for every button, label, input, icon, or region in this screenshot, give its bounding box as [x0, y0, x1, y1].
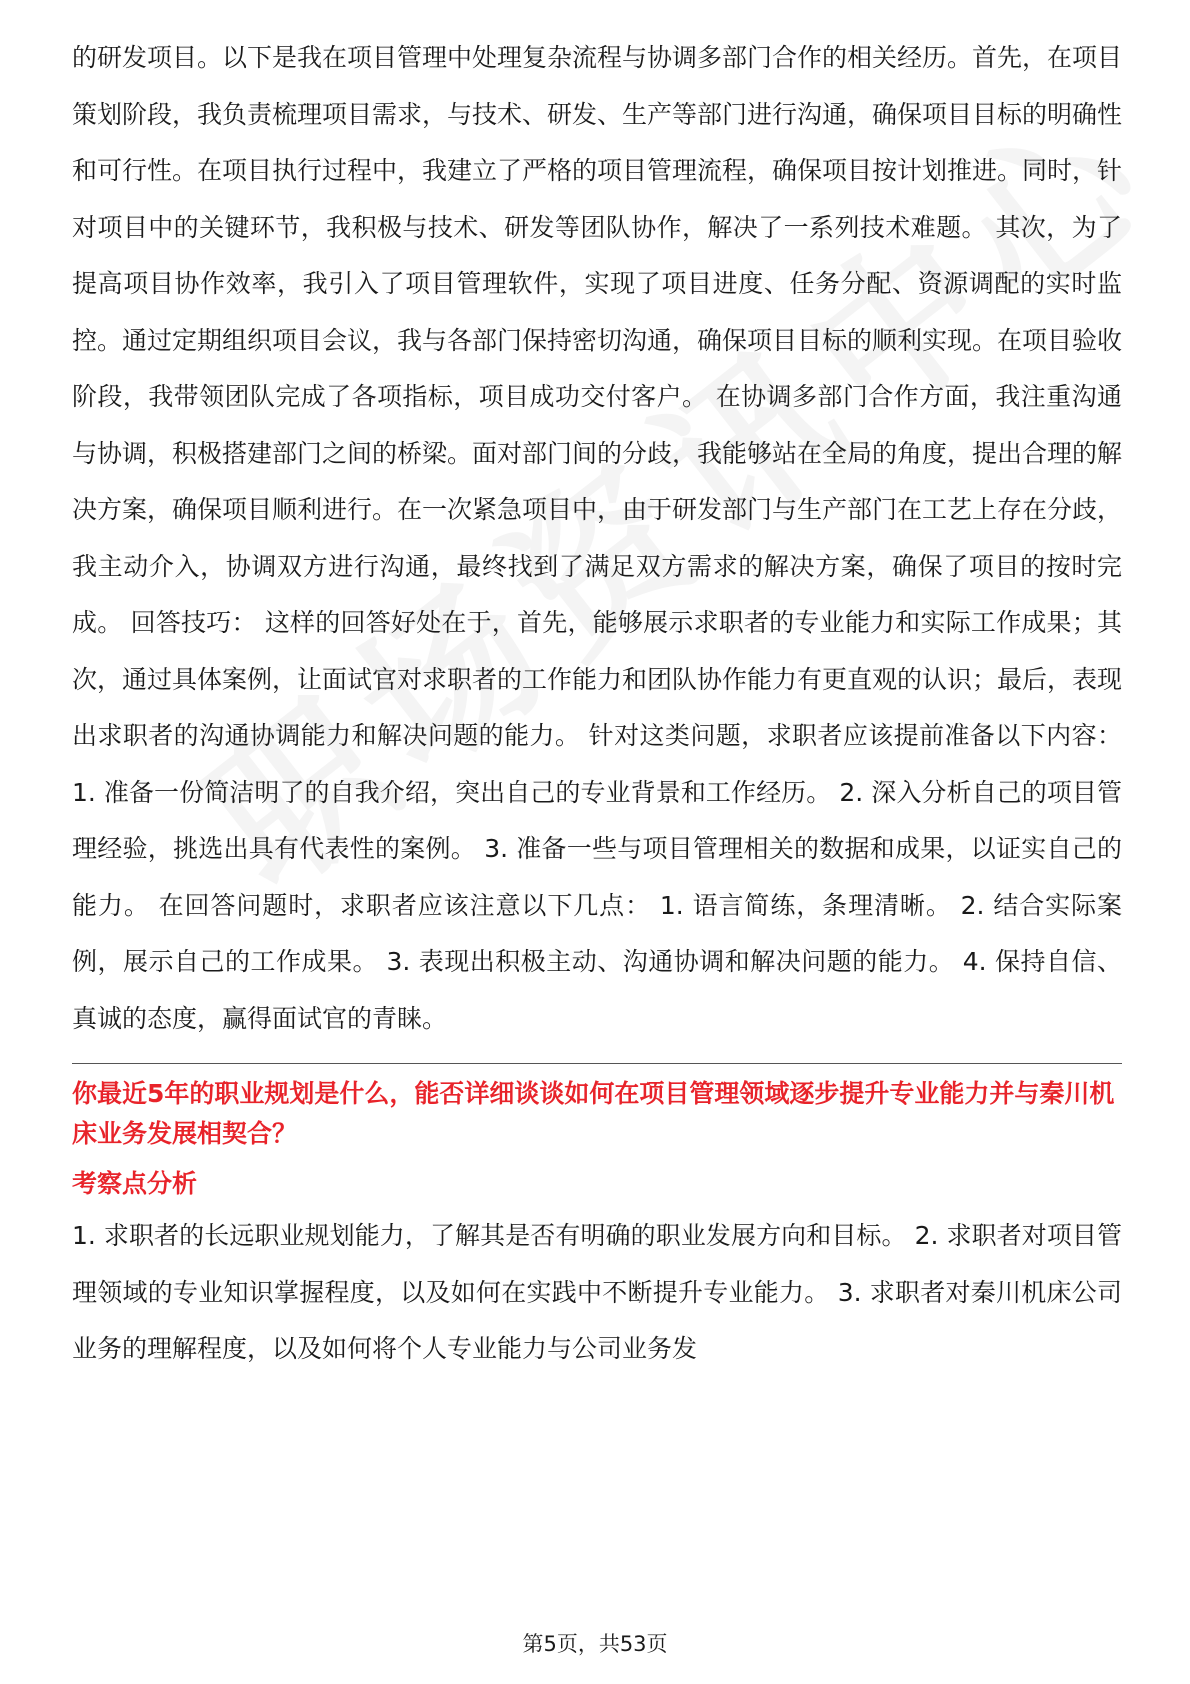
- content-area: [72, 30, 1122, 1378]
- answer-paragraph: 的研发项目。以下是我在项目管理中处理复杂流程与协调多部门合作的相关经历。首先，在项目策划阶段，我负责梳理项目需求，与技术、研发、生产等部门进行沟通，确保项目目标的明确性和可行性。在项目执行过程中，我建立了严格的项目管理流程，确保项目按计划推进。同时，针对项目中的关键环节，我积极与技术、研发等团队协作，解决了一系列技术难题。 其次，为了提高项目协作效率，我引入了项目管理软件，实现了项目进度、任务分配、资源调配的实时监控。通过定期组织项目会议，我与各部门保持密切沟通，确保项目目标的顺利实现。在项目验收阶段，我带领团队完成了各项指标，项目成功交付客户。 在协调多部门合作方面，我注重沟通与协调，积极搭建部门之间的桥梁。面对部门间的分歧，我能够站在全局的角度，提出合理的解决方案，确保项目顺利进行。在一次紧急项目中，由于研发部门与生产部门在工艺上存在分歧，我主动介入，协调双方进行沟通，最终找到了满足双方需求的解决方案，确保了项目的按时完成。 回答技巧： 这样的回答好处在于，首先，能够展示求职者的专业能力和实际工作成果；其次，通过具体案例，让面试官对求职者的工作能力和团队协作能力有更直观的认识；最后，表现出求职者的沟通协调能力和解决问题的能力。 针对这类问题，求职者应该提前准备以下内容： 1. 准备一份简洁明了的自我介绍，突出自己的专业背景和工作经历。 2. 深入分析自己的项目管理经验，挑选出具有代表性的案例。 3. 准备一些与项目管理相关的数据和成果，以证实自己的能力。 在回答问题时，求职者应该注意以下几点： 1. 语言简练，条理清晰。 2. 结合实际案例，展示自己的工作成果。 3. 表现出积极主动、沟通协调和解决问题的能力。 4. 保持自信、真诚的态度，赢得面试官的青睐。: [72, 43, 1123, 1033]
- page-number: 第5页，共53页: [522, 1632, 668, 1656]
- section-divider: [72, 1063, 1122, 1064]
- interview-question: 你最近5年的职业规划是什么，能否详细谈谈如何在项目管理领域逐步提升专业能力并与秦川机床业务发展相契合？: [72, 1079, 1115, 1148]
- analysis-heading: 考察点分析: [72, 1169, 198, 1198]
- analysis-paragraph: 1. 求职者的长远职业规划能力，了解其是否有明确的职业发展方向和目标。 2. 求职者对项目管理领域的专业知识掌握程度，以及如何在实践中不断提升专业能力。 3. 求职者对秦川机床公司业务的理解程度，以及如何将个人专业能力与公司业务发: [72, 1221, 1122, 1363]
